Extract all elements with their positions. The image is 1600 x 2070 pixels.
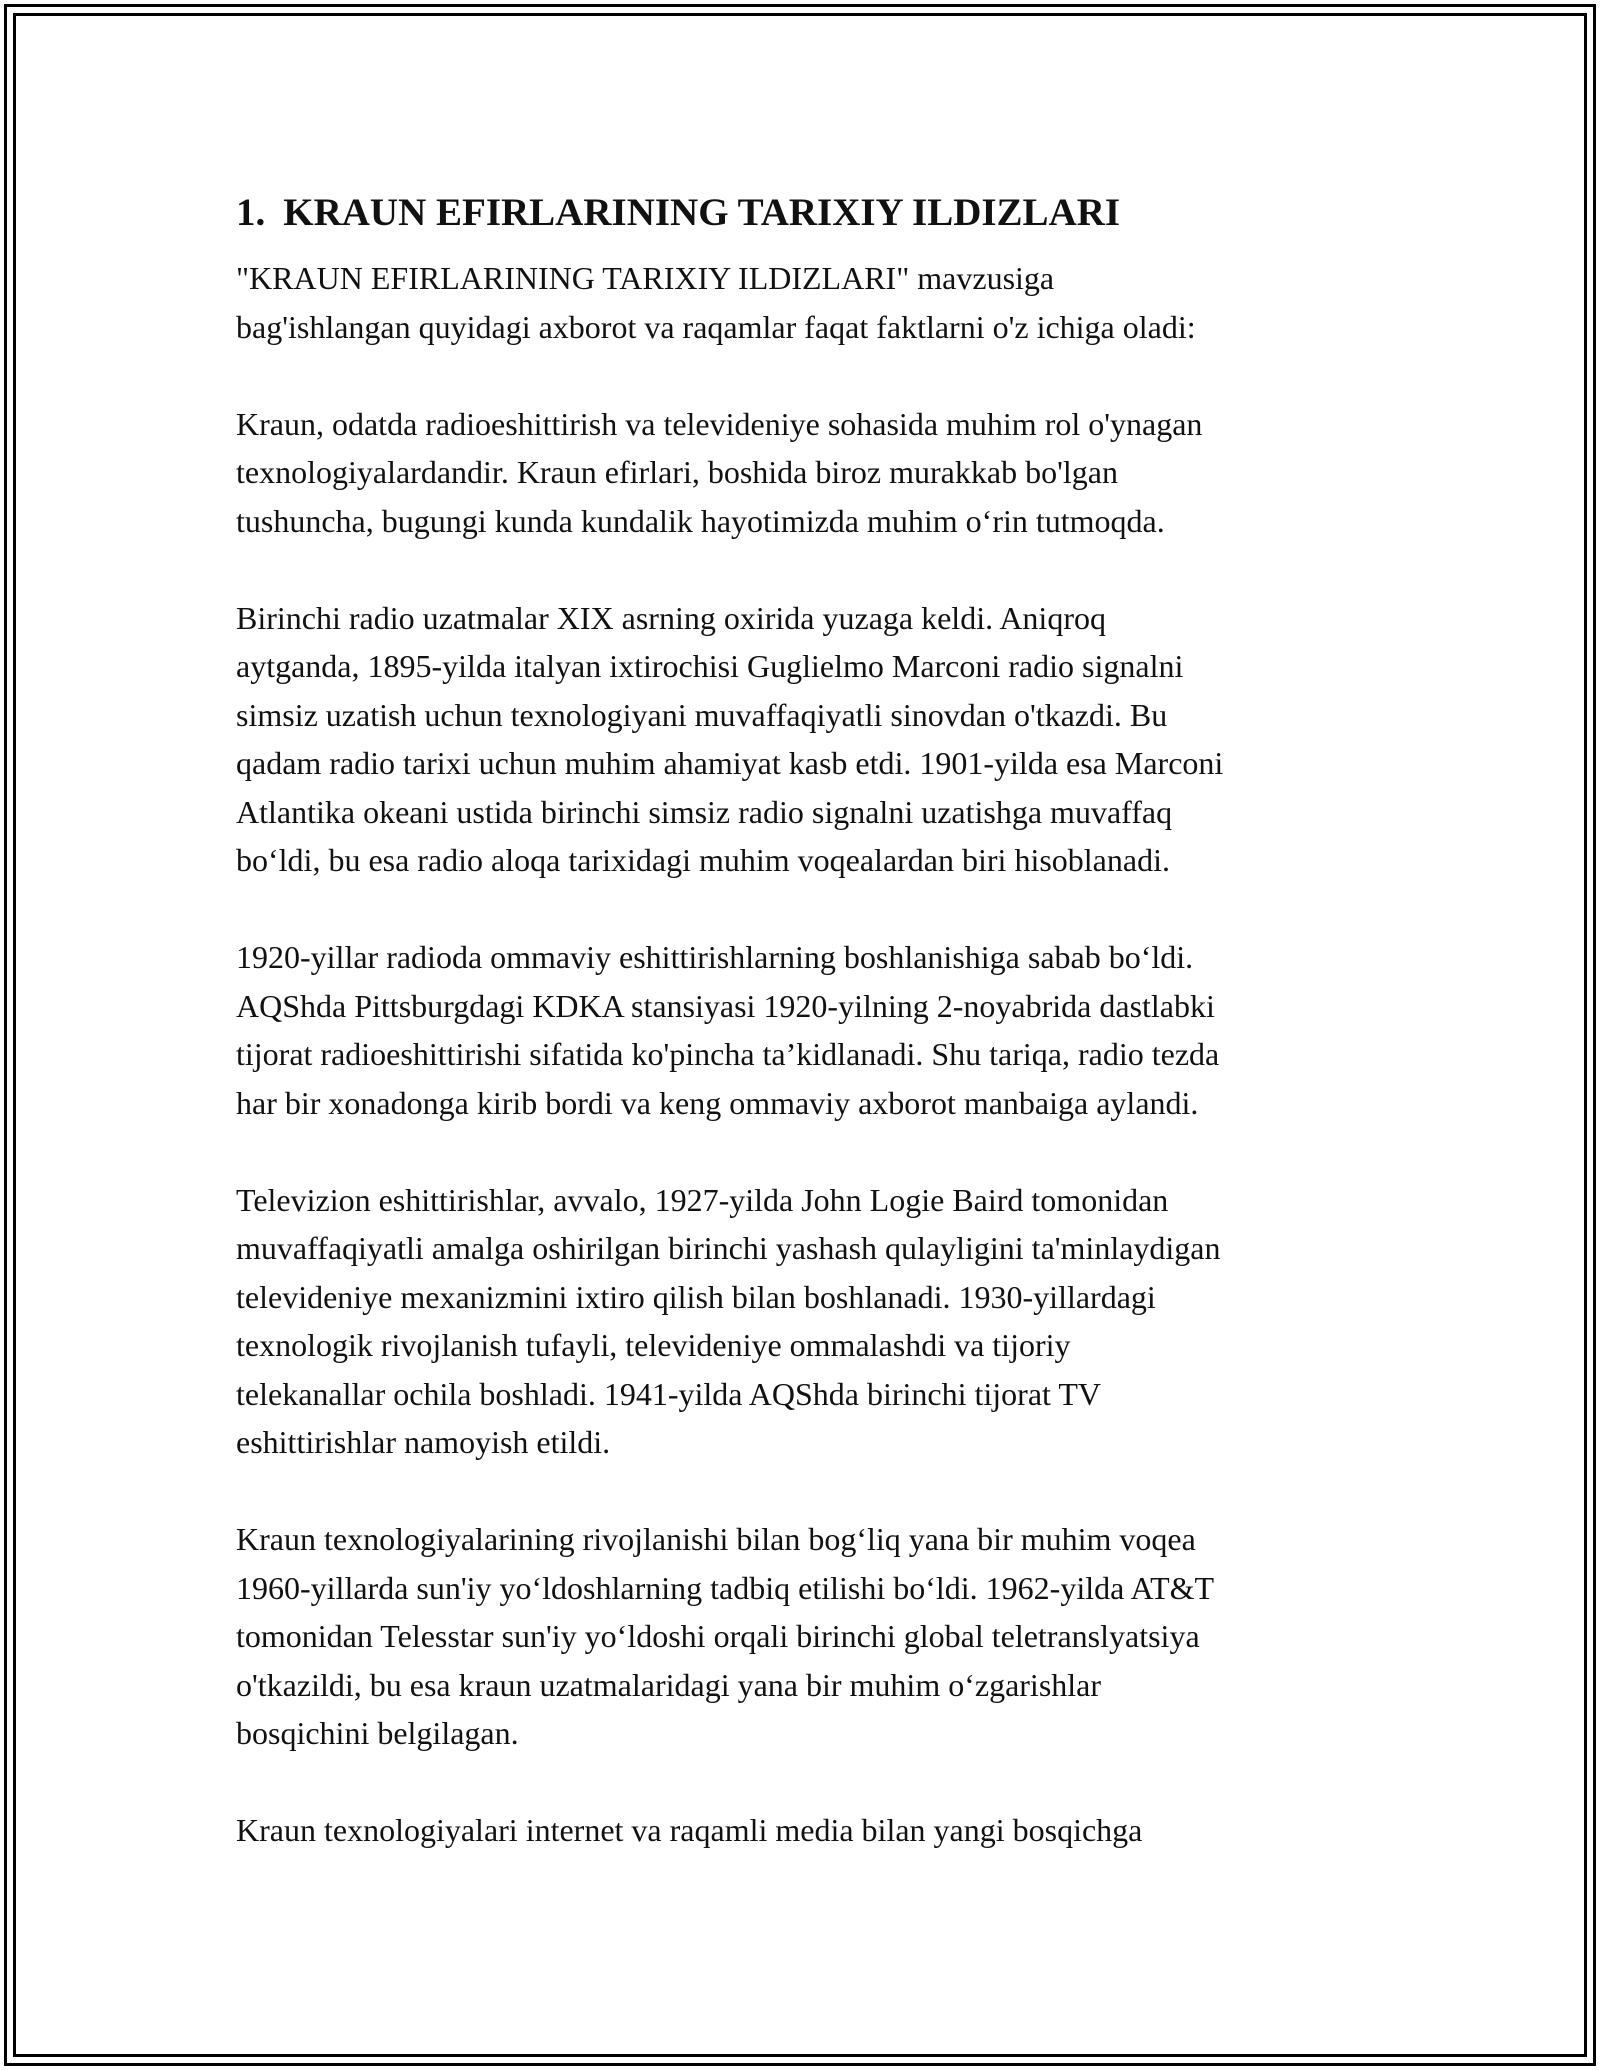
paragraph-mass-broadcasting bbox=[236, 933, 1386, 1127]
text-line: eshittirishlar namoyish etildi. bbox=[236, 1424, 611, 1460]
text-line: texnologik rivojlanish tufayli, televideniye ommalashdi va tijoriy bbox=[236, 1327, 1071, 1363]
text-line: Kraun, odatda radioeshittirish va televideniye sohasida muhim rol o'ynagan bbox=[236, 405, 1203, 442]
text-line: AQShda Pittsburgdagi KDKA stansiyasi 1920-yilning 2-noyabrida dastlabki bbox=[236, 987, 1215, 1024]
paragraph-kraun-definition bbox=[236, 400, 1386, 546]
text-line: muvaffaqiyatli amalga oshirilgan birinchi yashash qulayligini ta'minlaydigan bbox=[236, 1230, 1221, 1266]
paragraph-television bbox=[236, 1176, 1386, 1467]
text-line: Birinchi radio uzatmalar XIX asrning oxirida yuzaga keldi. Aniqroq bbox=[236, 599, 1106, 636]
paragraph-intro bbox=[236, 254, 1386, 351]
text-line: aytganda, 1895-yilda italyan ixtirochisi Guglielmo Marconi radio signalni bbox=[236, 648, 1184, 684]
text-line: Televizion eshittirishlar, avvalo, 1927-yilda John Logie Baird tomonidan bbox=[236, 1181, 1169, 1218]
text-line: har bir xonadonga kirib bordi va keng ommaviy axborot manbaiga aylandi. bbox=[236, 1084, 1199, 1121]
text-line: boʻldi, bu esa radio aloqa tarixidagi muhim voqealardan biri hisoblanadi. bbox=[236, 842, 1170, 878]
text-line: 1920-yillar radioda ommaviy eshittirishlarning boshlanishiga sabab boʻldi. bbox=[236, 939, 1194, 975]
text-line: 1960-yillarda sun'iy yoʻldoshlarning tadbiq etilishi boʻldi. 1962-yilda AT&T bbox=[236, 1569, 1215, 1606]
text-line: tijorat radioeshittirishi sifatida ko'pincha taʼkidlanadi. Shu tariqa, radio tezda bbox=[236, 1036, 1220, 1072]
text-line: qadam radio tarixi uchun muhim ahamiyat kasb etdi. 1901-yilda esa Marconi bbox=[236, 745, 1224, 781]
text-line: texnologiyalardandir. Kraun efirlari, boshida biroz murakkab bo'lgan bbox=[236, 454, 1118, 490]
text-line: bosqichini belgilagan. bbox=[236, 1715, 519, 1751]
text-line: o'tkazildi, bu esa kraun uzatmalaridagi yana bir muhim oʻzgarishlar bbox=[236, 1666, 1102, 1703]
text-line: bag'ishlangan quyidagi axborot va raqamlar faqat faktlarni o'z ichiga oladi: bbox=[236, 308, 1196, 345]
document-body bbox=[236, 188, 1386, 1903]
text-line: simsiz uzatish uchun texnologiyani muvaffaqiyatli sinovdan o'tkazdi. Bu bbox=[236, 696, 1168, 733]
text-line: Kraun texnologiyalari internet va raqamli media bilan yangi bosqichga bbox=[236, 1812, 1143, 1848]
paragraph-first-radio bbox=[236, 594, 1386, 885]
section-heading bbox=[236, 188, 1386, 238]
text-line: "KRAUN EFIRLARINING TARIXIY ILDIZLARI" mavzusiga bbox=[236, 260, 1055, 296]
paragraph-satellites bbox=[236, 1515, 1386, 1758]
section-title: KRAUN EFIRLARINING TARIXIY ILDIZLARI bbox=[283, 191, 1121, 234]
text-line: tushuncha, bugungi kunda kundalik hayotimizda muhim oʻrin tutmoqda. bbox=[236, 502, 1165, 539]
text-line: televideniye mexanizmini ixtiro qilish bilan boshlanadi. 1930-yillardagi bbox=[236, 1278, 1156, 1315]
text-line: Atlantika okeani ustida birinchi simsiz radio signalni uzatishga muvaffaq bbox=[236, 793, 1173, 830]
section-number: 1. bbox=[236, 191, 266, 234]
text-line: tomonidan Telesstar sun'iy yoʻldoshi orqali birinchi global teletranslyatsiya bbox=[236, 1618, 1200, 1654]
text-line: Kraun texnologiyalarining rivojlanishi bilan bogʻliq yana bir muhim voqea bbox=[236, 1521, 1196, 1557]
text-line: telekanallar ochila boshladi. 1941-yilda AQShda birinchi tijorat TV bbox=[236, 1375, 1101, 1412]
paragraph-internet bbox=[236, 1806, 1386, 1855]
